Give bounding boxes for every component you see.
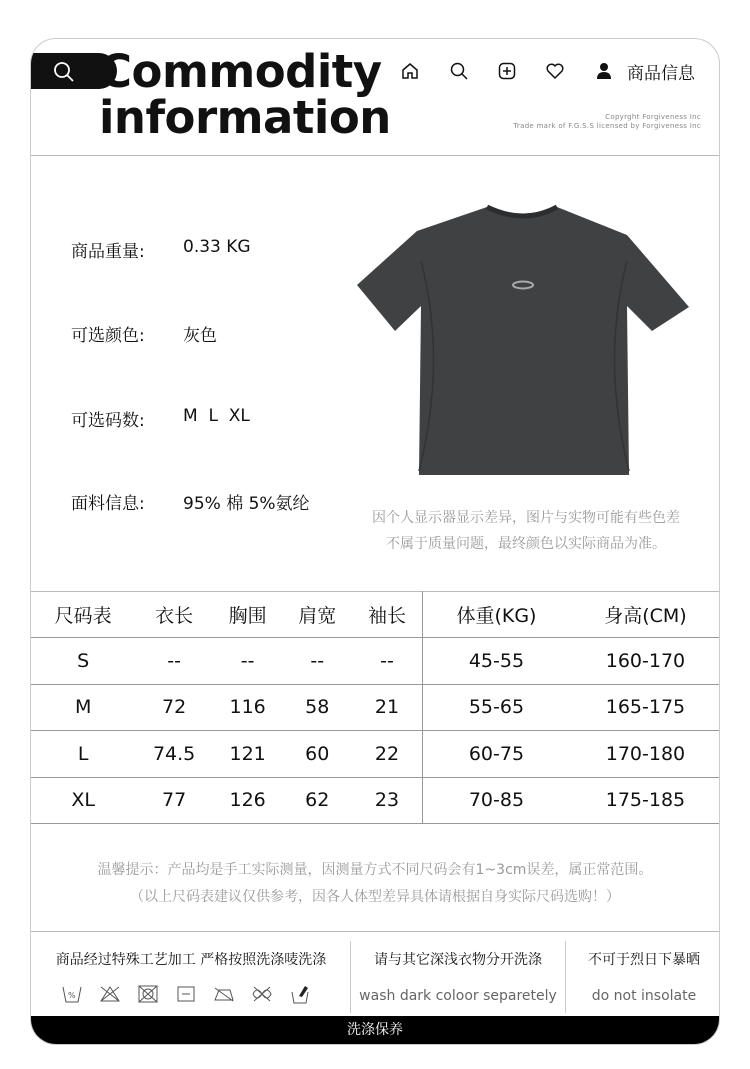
- flat-dry-icon: [175, 984, 197, 1004]
- column-header: 身高(CM): [570, 591, 720, 638]
- user-icon[interactable]: [594, 61, 614, 81]
- table-cell: L: [31, 731, 135, 778]
- care-instruction-en: wash dark coloor separetely: [359, 988, 557, 1004]
- column-header: 体重(KG): [423, 591, 570, 638]
- table-cell: --: [135, 638, 212, 685]
- spec-value: 95% 棉 5%氨纶: [183, 494, 310, 514]
- product-info-card: [30, 38, 720, 1045]
- column-header: 袖长: [352, 591, 423, 638]
- spec-value: M L XL: [183, 406, 250, 426]
- table-cell: 175-185: [570, 777, 720, 824]
- table-cell: M: [31, 684, 135, 731]
- spec-value: 灰色: [183, 326, 217, 346]
- color-disclaimer: 因个人显示器显示差异，图片与实物可能有些色差 不属于质量问题，最终颜色以实际商品为准。: [372, 510, 680, 552]
- table-cell: 77: [135, 777, 212, 824]
- page-title: [99, 45, 391, 144]
- spec-value: 0.33 KG: [183, 237, 251, 257]
- table-row: [31, 684, 720, 731]
- care-instruction-en: do not insolate: [591, 988, 697, 1004]
- measurement-tips: 温馨提示：产品均是手工实际测量，因测量方式不同尺码会有1~3cm误差，属正常范围。 （以上尺码表建议仅供参考，因各人体型差异具体请根据自身实际尺码选购！）: [97, 862, 653, 905]
- table-cell: 60-75: [423, 731, 570, 778]
- divider: [565, 941, 566, 1013]
- table-cell: 170-180: [570, 731, 720, 778]
- table-cell: XL: [31, 777, 135, 824]
- spec-label: 面料信息:: [71, 494, 145, 514]
- column-header: 胸围: [213, 591, 283, 638]
- no-bleach-icon: [99, 984, 121, 1004]
- table-cell: 45-55: [423, 638, 570, 685]
- search-icon: [53, 61, 75, 83]
- table-cell: 72: [135, 684, 212, 731]
- divider: [31, 931, 719, 932]
- size-table: [31, 591, 720, 824]
- nav-label: 商品信息: [627, 64, 695, 84]
- table-cell: 21: [352, 684, 423, 731]
- tshirt-image: [357, 201, 691, 477]
- table-cell: 121: [213, 731, 283, 778]
- home-icon[interactable]: [400, 61, 420, 81]
- wash-icons: [61, 984, 311, 1004]
- svg-text:%: %: [68, 991, 76, 1000]
- search-nav-icon[interactable]: [449, 61, 469, 81]
- table-cell: 22: [352, 731, 423, 778]
- spec-label: 可选颜色:: [71, 326, 145, 346]
- table-cell: 23: [352, 777, 423, 824]
- add-icon[interactable]: [497, 61, 517, 81]
- hand-wash-icon: [289, 984, 311, 1004]
- care-instruction: 不可于烈日下暴晒: [588, 952, 700, 968]
- table-cell: 165-175: [570, 684, 720, 731]
- table-row: [31, 731, 720, 778]
- table-cell: 60: [282, 731, 352, 778]
- divider: [350, 941, 351, 1013]
- title-line-2: information: [99, 91, 391, 144]
- no-dry-clean-icon: [251, 984, 273, 1004]
- table-cell: 58: [282, 684, 352, 731]
- table-row: [31, 638, 720, 685]
- table-cell: 116: [213, 684, 283, 731]
- table-cell: --: [282, 638, 352, 685]
- table-cell: S: [31, 638, 135, 685]
- table-cell: 126: [213, 777, 283, 824]
- copyright-text: Copyrght Forgiveness Inc Trade mark of F.G.S.S licensed by Forgiveness Inc: [513, 113, 701, 130]
- care-instruction: 请与其它深浅衣物分开洗涤: [374, 952, 542, 968]
- no-iron-icon: [213, 984, 235, 1004]
- table-cell: 62: [282, 777, 352, 824]
- column-header: 尺码表: [31, 591, 135, 638]
- table-cell: 70-85: [423, 777, 570, 824]
- wash-30-icon: [61, 984, 83, 1004]
- table-cell: 160-170: [570, 638, 720, 685]
- column-header: 衣长: [135, 591, 212, 638]
- table-cell: --: [213, 638, 283, 685]
- care-instruction: 商品经过特殊工艺加工 严格按照洗涤唛洗涤: [55, 952, 327, 968]
- spec-label: 商品重量:: [71, 242, 145, 262]
- table-cell: 74.5: [135, 731, 212, 778]
- care-footer-bar: 洗涤保养: [31, 1016, 719, 1044]
- table-cell: 55-65: [423, 684, 570, 731]
- title-line-1: Commodity: [99, 45, 382, 98]
- spec-label: 可选码数:: [71, 411, 145, 431]
- table-header-row: [31, 591, 720, 638]
- heart-icon[interactable]: [545, 61, 565, 81]
- table-cell: --: [352, 638, 423, 685]
- no-tumble-dry-icon: [137, 984, 159, 1004]
- divider: [31, 155, 719, 156]
- column-header: 肩宽: [282, 591, 352, 638]
- table-row: [31, 777, 720, 824]
